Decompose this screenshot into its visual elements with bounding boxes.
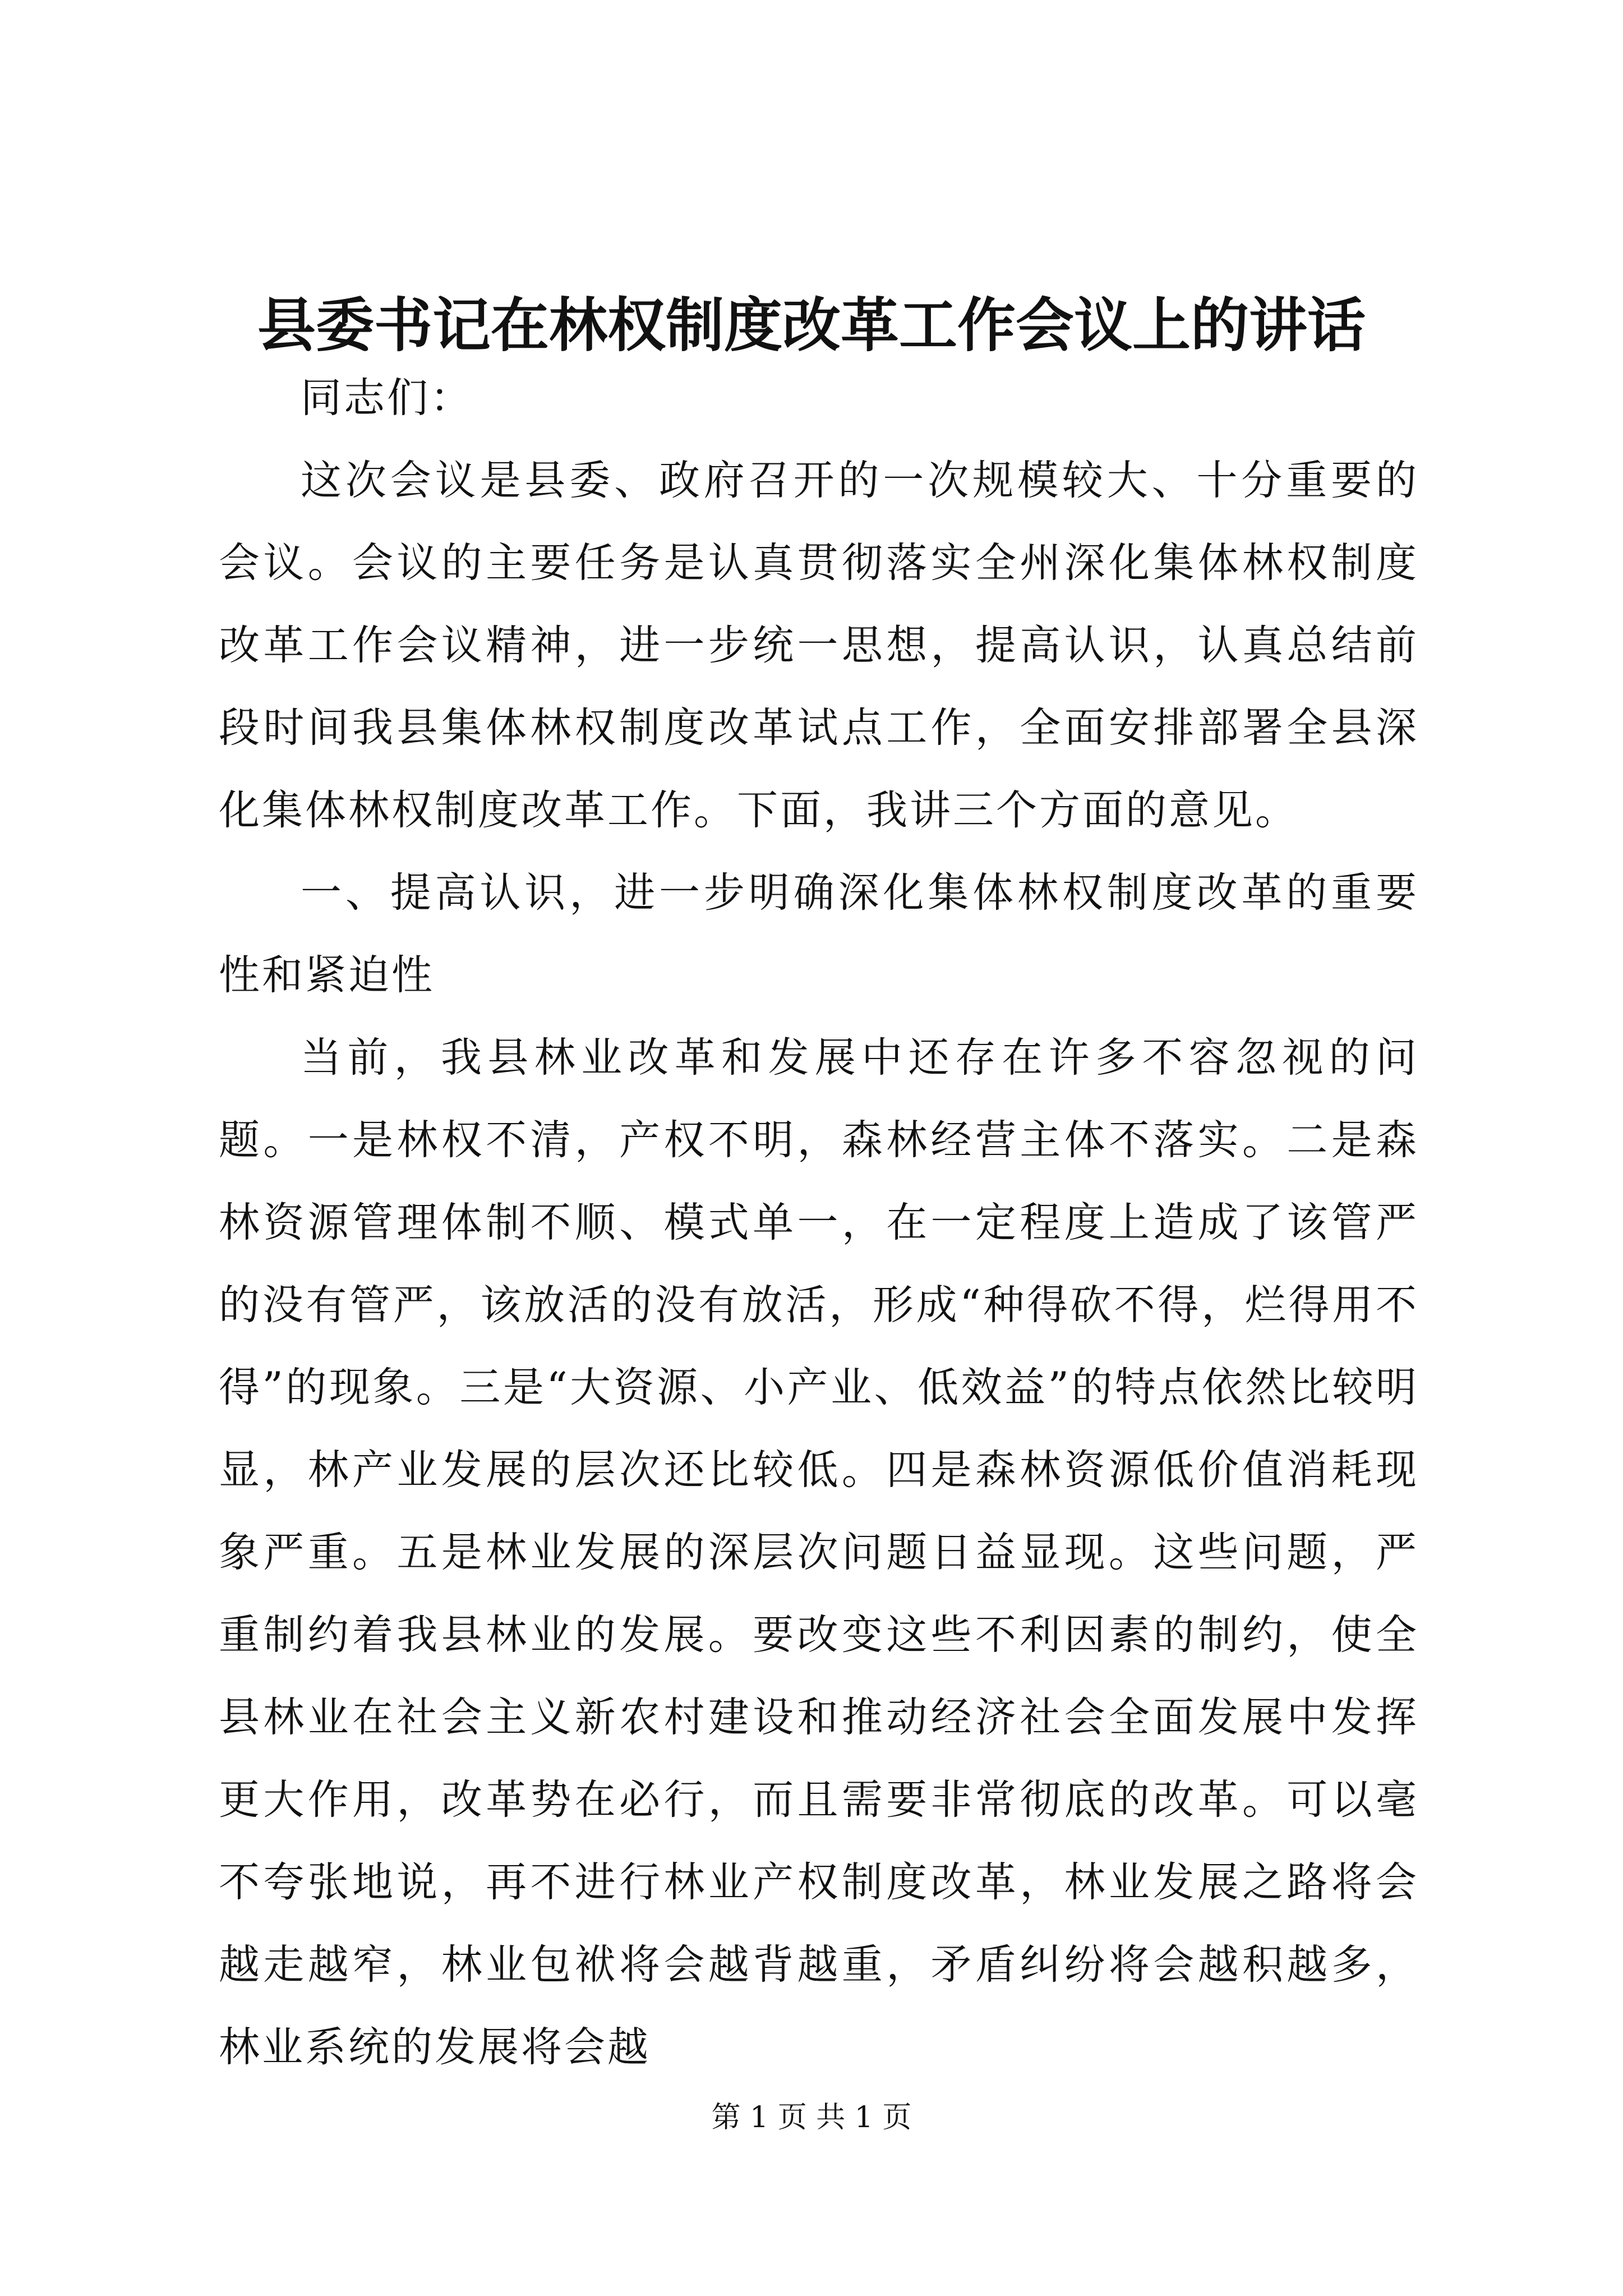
section-heading-paragraph: 一、提高认识，进一步明确深化集体林权制度改革的重要性和紧迫性 — [219, 869, 1419, 999]
document-body — [219, 357, 1419, 2088]
document-title: 县委书记在林权制度改革工作会议上的讲话 — [257, 291, 1366, 360]
salutation-paragraph: 同志们： — [301, 374, 473, 422]
page-footer: 第 1 页 共 1 页 — [711, 2101, 912, 2134]
problems-paragraph: 当前，我县林业改革和发展中还存在许多不容忽视的问题。一是林权不清，产权不明，森林经营主体不落实。二是森林资源管理体制不顺、模式单一，在一定程度上造成了该管严的没有管严，该放活的没有放活，形成“种得砍不得，烂得用不得”的现象。三是“大资源、小产业、低效益”的特点依然比较明显，林产业发展的层次还比较低。四是森林资源低价值消耗现象严重。五是林业发展的深层次问题日益显现。这些问题，严重制约着我县林业的发展。要改变这些不利因素的制约，使全县林业在社会主义新农村建设和推动经济社会全面发展中发挥更大作用，改革势在必行，而且需要非常彻底的改革。可以毫不夸张地说，再不进行林业产权制度改革，林业发展之路将会越走越窄，林业包袱将会越背越重，矛盾纠纷将会越积越多，林业系统的发展将会越 — [219, 1034, 1419, 2071]
intro-paragraph: 这次会议是县委、政府召开的一次规模较大、十分重要的会议。会议的主要任务是认真贯彻落实全州深化集体林权制度改革工作会议精神，进一步统一思想，提高认识，认真总结前段时间我县集体林权制度改革试点工作，全面安排部署全县深化集体林权制度改革工作。下面，我讲三个方面的意见。 — [219, 457, 1419, 834]
